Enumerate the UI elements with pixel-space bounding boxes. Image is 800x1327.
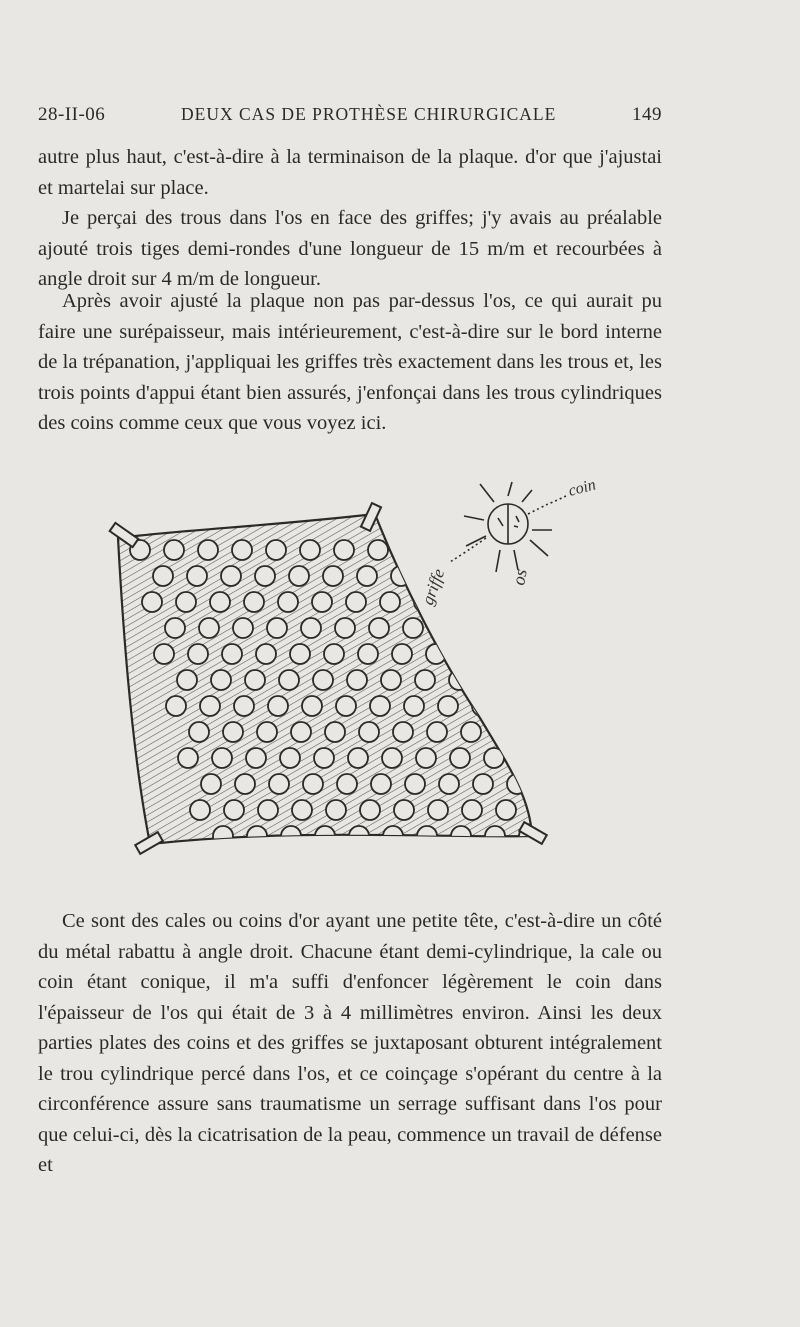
plate-hole xyxy=(257,722,277,742)
plate-hole xyxy=(427,722,447,742)
plate-hole xyxy=(473,774,493,794)
plate-hole xyxy=(405,774,425,794)
plate-hole xyxy=(189,722,209,742)
gold-plate-illustration xyxy=(100,468,660,896)
plate-hole xyxy=(404,696,424,716)
plate-hole xyxy=(530,800,550,820)
plate-hole xyxy=(198,540,218,560)
plate-hole xyxy=(268,696,288,716)
plate-hole xyxy=(221,566,241,586)
plate-hole xyxy=(449,670,469,690)
plate-hole xyxy=(154,644,174,664)
plate-hole xyxy=(368,540,388,560)
plate-hole xyxy=(415,670,435,690)
plate-hole xyxy=(439,774,459,794)
plate-hole xyxy=(539,618,559,638)
plate-hole xyxy=(369,618,389,638)
plate-hole xyxy=(269,774,289,794)
plate-hole xyxy=(177,670,197,690)
plate-hole xyxy=(279,670,299,690)
plate-hole xyxy=(300,540,320,560)
plate-hole xyxy=(506,696,526,716)
plate-hole xyxy=(244,592,264,612)
plate-hole xyxy=(233,618,253,638)
plate-hole xyxy=(142,592,162,612)
plate-hole xyxy=(518,748,538,768)
plate-hole xyxy=(436,540,456,560)
plate-hole xyxy=(348,748,368,768)
plate-hole xyxy=(213,826,233,846)
plate-hole xyxy=(176,592,196,612)
plate-hole xyxy=(303,774,323,794)
plate-hole xyxy=(164,540,184,560)
plate-hole xyxy=(494,644,514,664)
plate-hole xyxy=(313,670,333,690)
plate-hole xyxy=(495,722,515,742)
plate-hole xyxy=(380,592,400,612)
plate-hole xyxy=(255,566,275,586)
plate-hole xyxy=(245,670,265,690)
plate-hole xyxy=(472,696,492,716)
paragraph-1: autre plus haut, c'est-à-dire à la terminaison de la plaque. d'or que j'ajustai et martelai sur place. xyxy=(38,146,662,199)
plate-hole xyxy=(460,644,480,664)
plate-hole xyxy=(335,618,355,638)
plate-hole xyxy=(450,748,470,768)
plate-hole xyxy=(391,566,411,586)
plate-hole xyxy=(337,774,357,794)
plate-hole xyxy=(246,748,266,768)
plate-hole xyxy=(529,722,549,742)
label-os: os xyxy=(508,567,531,587)
gold-plate xyxy=(118,514,607,846)
plate-hole xyxy=(370,696,390,716)
plate-hole xyxy=(507,774,527,794)
plate-hole xyxy=(482,592,502,612)
plate-hole xyxy=(394,800,414,820)
plate-hole xyxy=(326,800,346,820)
plate-hole xyxy=(382,748,402,768)
plate-hole xyxy=(165,618,185,638)
paragraph-3: Après avoir ajusté la plaque non pas par-dessus l'os, ce qui aurait pu faire une surépaisseur, mais intérieurement, c'est-à-dire sur le bord interne de la trépanation, j'appliquai les griffes très exactement dans les trous et, les trois points d'appui étant bien assurés, j'enfonçai dans les trous cylindriques des coins comme ceux que vous voyez ici. xyxy=(38,290,662,434)
plate-hole xyxy=(587,826,607,846)
plate-hole xyxy=(324,644,344,664)
plate-hole xyxy=(540,696,560,716)
page-number: 149 xyxy=(631,104,662,125)
plate-hole xyxy=(291,722,311,742)
plate-hole xyxy=(505,618,525,638)
plate-hole xyxy=(190,800,210,820)
plate-hole xyxy=(462,800,482,820)
plate-hole xyxy=(222,644,242,664)
plate-hole xyxy=(448,592,468,612)
plate-hole xyxy=(428,800,448,820)
plate-hole xyxy=(223,722,243,742)
header-date: 28-II-06 xyxy=(38,104,106,125)
plate-hole xyxy=(201,774,221,794)
plate-hole xyxy=(336,696,356,716)
plate-hole xyxy=(325,722,345,742)
label-coin: coin xyxy=(566,476,598,500)
plate-hole xyxy=(280,748,300,768)
plate-hole xyxy=(302,696,322,716)
plate-hole xyxy=(266,540,286,560)
plate-hole xyxy=(358,644,378,664)
plate-hole xyxy=(258,800,278,820)
detail-sketch xyxy=(450,482,566,572)
plate-hole xyxy=(301,618,321,638)
paragraph-4: Ce sont des cales ou coins d'or ayant une petite tête, c'est-à-dire un côté du métal rabattu à angle droit. Chacune étant demi-cylindrique, la cale ou coin étant conique, il m'a suffi d'enfoncer légèrement le coin dans l'épaisseur de l'os qui était de 3 à 4 millimètres environ. Ainsi les deux parties plates des coins et des griffes se juxtaposant obturent intégralement le trou cylindrique percé dans l'os, et ce coinçage s'opérant du centre à la circonférence assure sans traumatisme un serrage suffisant dans l'os pour que celui-ci, dès la cicatrisation de la peau, commence un travail de défense et xyxy=(38,910,662,1176)
plate-hole xyxy=(289,566,309,586)
plate-hole xyxy=(517,670,537,690)
plate-hole xyxy=(290,644,310,664)
plate-hole xyxy=(247,826,267,846)
header-title: DEUX CAS DE PROTHÈSE CHIRURGICALE xyxy=(181,104,557,124)
plate-hole xyxy=(461,722,481,742)
running-head xyxy=(38,104,662,126)
plate-hole xyxy=(551,670,571,690)
plate-hole xyxy=(347,670,367,690)
plate-hole xyxy=(360,800,380,820)
plate-hole xyxy=(371,774,391,794)
plate-hole xyxy=(199,618,219,638)
plate-hole xyxy=(484,748,504,768)
plate-hole xyxy=(426,644,446,664)
plate-hole xyxy=(166,696,186,716)
plate-hole xyxy=(211,670,231,690)
plate-hole xyxy=(393,722,413,742)
plate-hole xyxy=(187,566,207,586)
plate-hole xyxy=(381,670,401,690)
plate-hole xyxy=(471,618,491,638)
plate-hole xyxy=(357,566,377,586)
plate-hole xyxy=(153,566,173,586)
plate-hole xyxy=(314,748,334,768)
plate-hole xyxy=(403,618,423,638)
plate-hole xyxy=(235,774,255,794)
plate-hole xyxy=(323,566,343,586)
plate-hole xyxy=(552,748,572,768)
plate-hole xyxy=(267,618,287,638)
plate-hole xyxy=(315,826,335,846)
plate-hole xyxy=(527,566,547,586)
plate-hole xyxy=(485,826,505,846)
plate-hole xyxy=(438,696,458,716)
plate-hole xyxy=(210,592,230,612)
paragraph-2: Je perçai des trous dans l'os en face des griffes; j'y avais au préalable ajouté trois tiges demi-rondes d'une longueur de 15 m/m et recourbées à angle droit sur 4 m/m de longueur. xyxy=(38,207,662,290)
plate-hole xyxy=(188,644,208,664)
plate-hole xyxy=(200,696,220,716)
plate-hole xyxy=(346,592,366,612)
plate-hole xyxy=(224,800,244,820)
plate-hole xyxy=(256,644,276,664)
plate-hole xyxy=(483,670,503,690)
plate-hole xyxy=(459,566,479,586)
plate-hole xyxy=(359,722,379,742)
plate-hole xyxy=(528,644,548,664)
plate-hole xyxy=(312,592,332,612)
plate-hole xyxy=(292,800,312,820)
plate-hole xyxy=(178,748,198,768)
plate-hole xyxy=(553,826,573,846)
plate-hole xyxy=(402,540,422,560)
plate-hole xyxy=(334,540,354,560)
plate-hole xyxy=(496,800,516,820)
plate-hole xyxy=(416,748,436,768)
plate-hole xyxy=(392,644,412,664)
plate-hole xyxy=(234,696,254,716)
plate-hole xyxy=(541,774,561,794)
plate-hole xyxy=(575,774,595,794)
label-griffe: griffe xyxy=(417,566,449,608)
plate-hole xyxy=(563,722,583,742)
plate-hole xyxy=(516,592,536,612)
plate-hole xyxy=(212,748,232,768)
plate-hole xyxy=(278,592,298,612)
plate-hole xyxy=(564,800,584,820)
plate-hole xyxy=(232,540,252,560)
plate-hole xyxy=(349,826,369,846)
griffe-bottom-right xyxy=(519,822,547,844)
plate-hole xyxy=(437,618,457,638)
